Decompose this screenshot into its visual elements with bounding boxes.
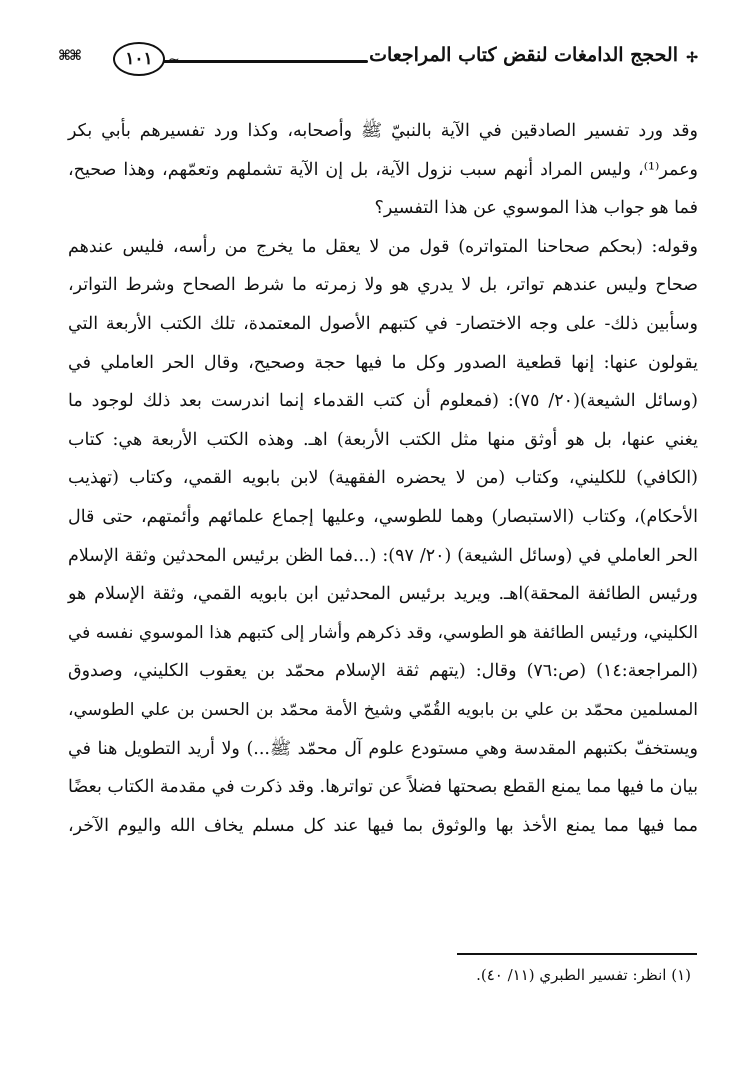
text-line: (المراجعة:١٤) (ص:٧٦) وقال: (يتهم ثقة الإسلام محمّد بن يعقوب الكليني، وصدوق: [68, 661, 698, 682]
text-line: ورئيس الطائفة المحقة)اهـ. ويريد برئيس المحدثين ابن بابويه القمي، وثقة الإسلام هو: [68, 584, 698, 605]
text-line: الكليني، ورئيس الطائفة هو الطوسي، وقد ذكرهم وأشار إلى كتبهم هذا الموسوي نفسه في: [68, 622, 698, 643]
main-text: [68, 112, 698, 845]
text-line: الحر العاملي في (وسائل الشيعة) (٢٠/ ٩٧): (...فما الظن برئيس المحدثين وثقة الإسلام: [68, 545, 698, 566]
header-rule: [163, 60, 368, 63]
text-line: الأحكام)، وكتاب (الاستبصار) وهما للطوسي، وعليها إجماع علمائهم وأئمتهم، حتى قال: [68, 506, 698, 527]
header-title: الحجج الدامغات لنقض كتاب المراجعات: [369, 44, 678, 66]
text-line: ويستخفّ بكتبهم المقدسة وهي مستودع علوم آل محمّد ﷺ...) ولا أريد التطويل هنا في: [68, 738, 698, 759]
header-ornament-right: ✢: [686, 50, 698, 66]
text-line: وقد ورد تفسير الصادقين في الآية بالنبيّ ﷺ وأصحابه، وكذا ورد تفسيرهم بأبي بكر: [68, 121, 698, 141]
text-line: وعمر⁽¹⁾، وليس المراد أنهم سبب نزول الآية، بل إن الآية تشملهم وتعمّهم، وهذا صحيح،: [68, 159, 698, 180]
text-line: (وسائل الشيعة)(٢٠/ ٧٥): (فمعلوم أن كتب القدماء إنما اندرست بعد ذلك لوجود ما: [68, 391, 698, 412]
text-line: يغني عنها، بل هو أوثق منها مثل الكتب الأربعة) اهـ. وهذه الكتب الأربعة هي: كتاب: [68, 429, 698, 450]
text-line: وقوله: (بحكم صحاحنا المتواتره) قول من لا يعقل ما يخرج من رأسه، فليس عندهم: [68, 236, 698, 257]
text-line: مما فيها مما يمنع الأخذ بها والوثوق بما فيها عند كل مسلم يخاف الله واليوم الآخر،: [68, 815, 698, 836]
paragraph-2: [68, 228, 698, 846]
text-line: يقولون عنها: إنها قطعية الصدور وكل ما فيها حجة وصحيح، وقال الحر العاملي في: [68, 352, 698, 373]
footnote-separator: [457, 953, 697, 955]
footnote-1: (١) انظر: تفسير الطبري (١١/ ٤٠).: [476, 966, 691, 984]
text-line: وسأبين ذلك- على وجه الاختصار- في كتبهم الأصول المعتمدة، تلك الكتب الأربعة التي: [68, 313, 698, 334]
paragraph-1: [68, 112, 698, 228]
text-line: (الكافي) للكليني، وكتاب (من لا يحضره الفقهية) لابن بابويه القمي، وكتاب (تهذيب: [68, 468, 698, 489]
text-line: صحاح وليس عندهم تواتر، بل لا يدري هو ولا زمرته ما شرط الصحاح وشرط التواتر،: [68, 275, 698, 296]
page-number: ١٠١: [113, 42, 165, 76]
text-line: فما هو جواب هذا الموسوي عن هذا التفسير؟: [374, 198, 698, 219]
running-header: [58, 40, 698, 80]
text-line: المسلمين محمّد بن علي بن بابويه القُمّي وشيخ الأمة محمّد بن الحسن بن علي الطوسي،: [68, 699, 698, 720]
text-line: بيان ما فيها مما يمنع القطع بصحتها فضلاً عن تواترها. وقد ذكرت في مقدمة الكتاب بعضًا: [68, 777, 698, 798]
header-ornament-left: ⌘⌘: [58, 48, 80, 64]
